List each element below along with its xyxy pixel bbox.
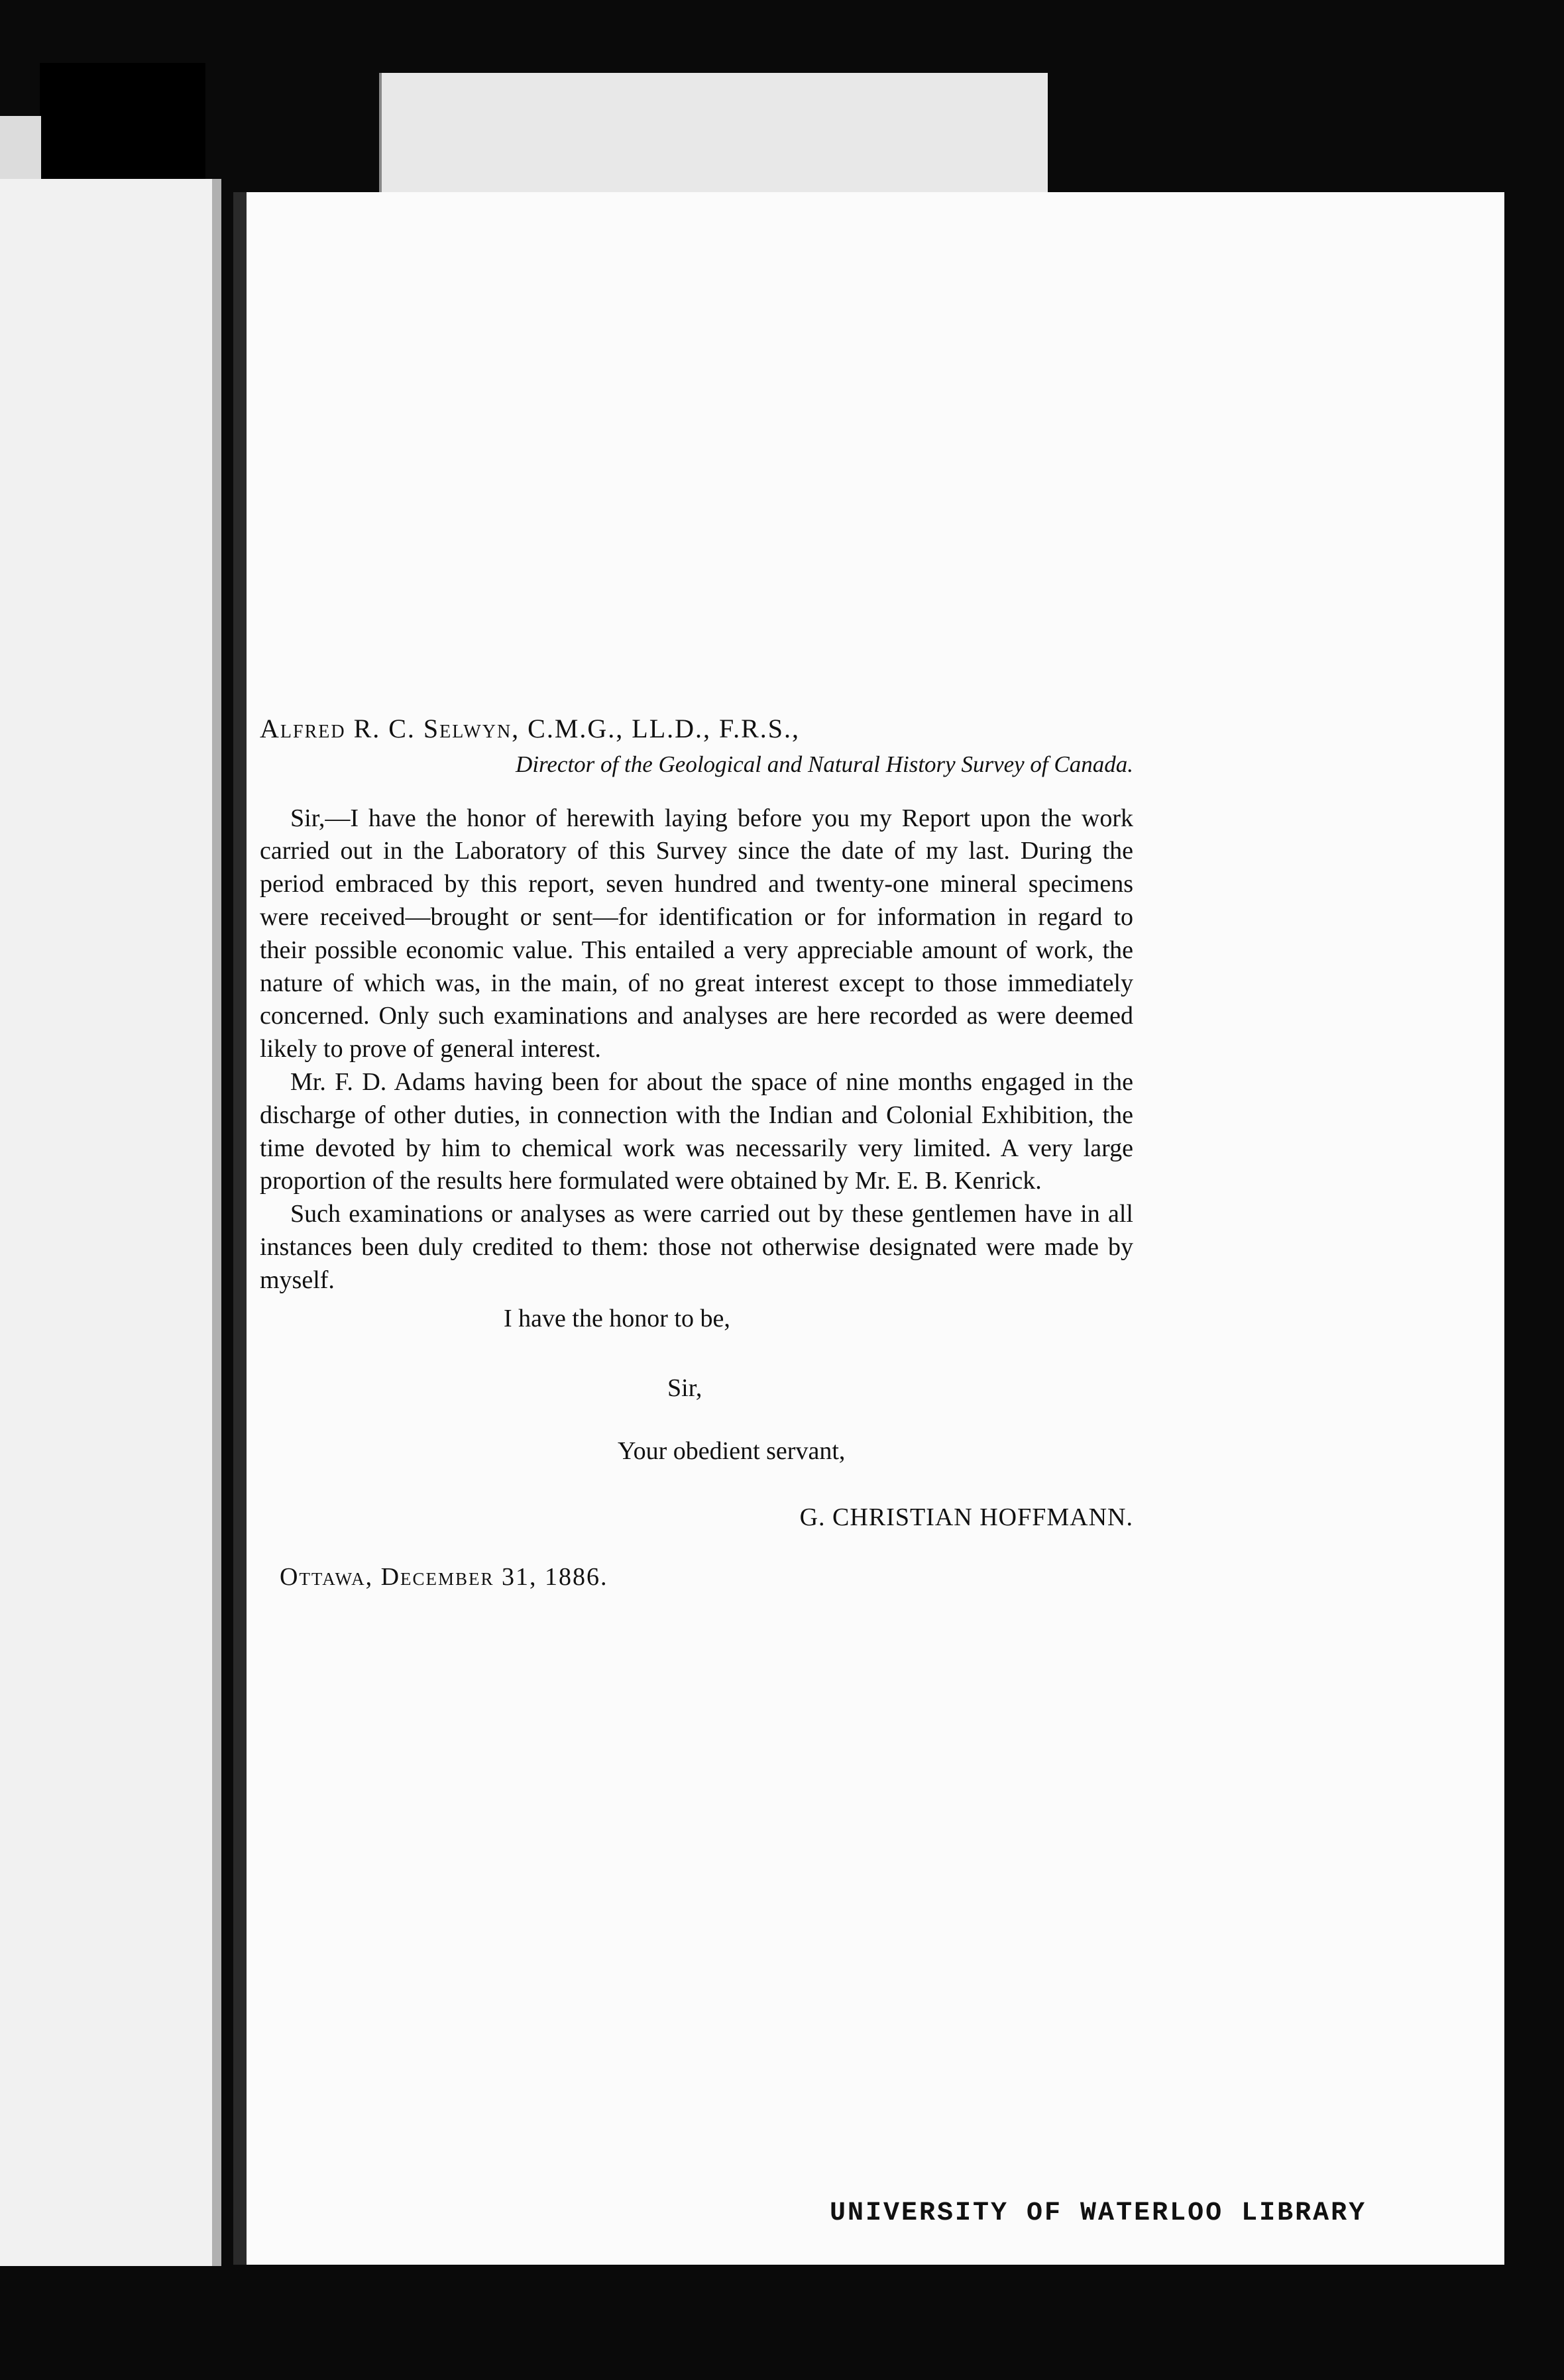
underlying-page-edge bbox=[379, 73, 1048, 195]
addressee-title: Director of the Geological and Natural History Survey of Canada. bbox=[516, 751, 1133, 777]
scan-corner bbox=[0, 116, 41, 189]
signature: G. CHRISTIAN HOFFMANN. bbox=[799, 1503, 1133, 1531]
closing-line-2: Sir, bbox=[667, 1374, 702, 1402]
library-stamp: UNIVERSITY OF WATERLOO LIBRARY bbox=[830, 2198, 1367, 2228]
letter-closing bbox=[260, 1303, 1133, 1561]
dateline: Ottawa, December 31, 1886. bbox=[280, 1562, 608, 1591]
paragraph-credits: Such examinations or analyses as were carried out by these gentlemen have in all instances been duly credited to them: those not otherwise designated were made by myself. bbox=[260, 1200, 1133, 1294]
letter-body bbox=[260, 712, 1133, 1594]
addressee-name: Alfred R. C. Selwyn, C.M.G., LL.D., F.R.S., bbox=[260, 714, 801, 743]
closing-line-1: I have the honor to be, bbox=[504, 1304, 730, 1332]
facing-page bbox=[0, 179, 221, 2266]
scan-dark-margin bbox=[40, 63, 205, 189]
closing-line-3: Your obedient servant, bbox=[618, 1436, 846, 1465]
paragraph-adams: Mr. F. D. Adams having been for about the space of nine months engaged in the discharge of other duties, in connection with the Indian and Colonial Exhibition, the time devoted by him to chemical work was necessarily very limited. A very large proportion of the results here formulated were obtained by Mr. E. B. Kenrick. bbox=[260, 1067, 1133, 1195]
paragraph-intro: Sir,—I have the honor of herewith laying before you my Report upon the work carried out in the Laboratory of this Survey since the date of my last. During the period embraced by this report, seven hundred and twenty-one mineral specimens were received—brought or sent—for identification or for information in regard to their possible economic value. This entailed a very appreciable amount of work, the nature of which was, in the main, of no great interest except to those immediately concerned. Only such examinations and analyses are here recorded as were deemed likely to prove of general interest. bbox=[260, 804, 1133, 1063]
